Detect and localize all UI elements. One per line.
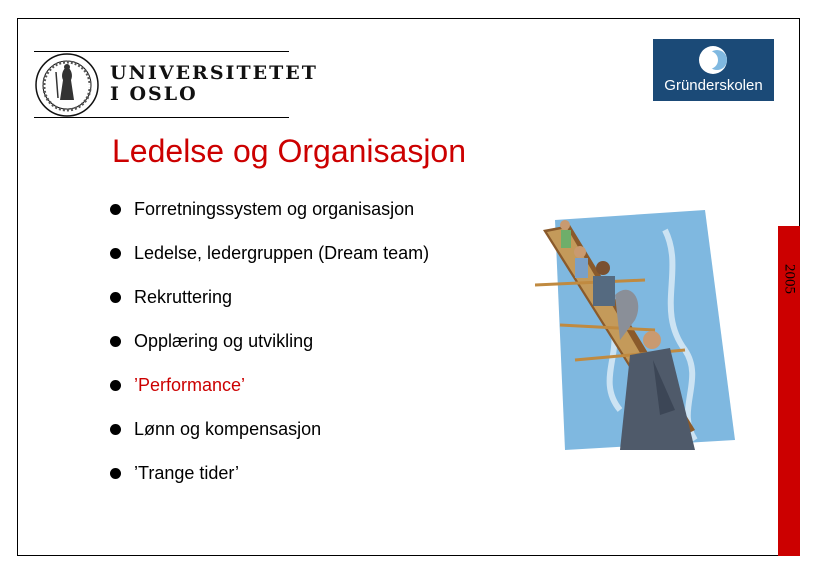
bullet-dot-icon [110,204,121,215]
bullet-item [110,463,429,507]
bullet-item [110,243,429,287]
bullet-dot-icon [110,292,121,303]
bullet-dot-icon [110,248,121,259]
bullet-dot-icon [110,424,121,435]
bullet-text: Ledelse, ledergruppen (Dream team) [134,243,430,263]
bullet-item [110,287,429,331]
bullet-item [110,199,429,243]
bullet-text: Forretningssystem og organisasjon [134,199,415,219]
bullet-dot-icon [110,468,121,479]
bullet-dot-icon [110,380,121,391]
bullet-text: Lønn og kompensasjon [134,419,322,439]
bullet-item [110,375,429,419]
bullet-dot-icon [110,336,121,347]
grunderskolen-logo [653,39,774,101]
university-wordmark-line1: UNIVERSITETET [110,62,318,84]
bullet-text: Rekruttering [134,287,233,307]
university-wordmark-line2: I OSLO [110,83,198,105]
university-wordmark [110,63,318,105]
bullet-item [110,419,429,463]
university-seal-icon [34,52,100,118]
year-label: 2005 [781,264,798,294]
rowing-team-clipart [535,210,735,450]
bullet-text: ’Trange tider’ [134,463,240,483]
bullet-text-highlight: ’Performance’ [134,375,246,395]
slide-title: Ledelse og Organisasjon [112,133,467,169]
grunderskolen-name: Gründerskolen [664,77,763,94]
bullet-item [110,331,429,375]
bullet-list [110,199,429,507]
bullet-text: Opplæring og utvikling [134,331,314,351]
